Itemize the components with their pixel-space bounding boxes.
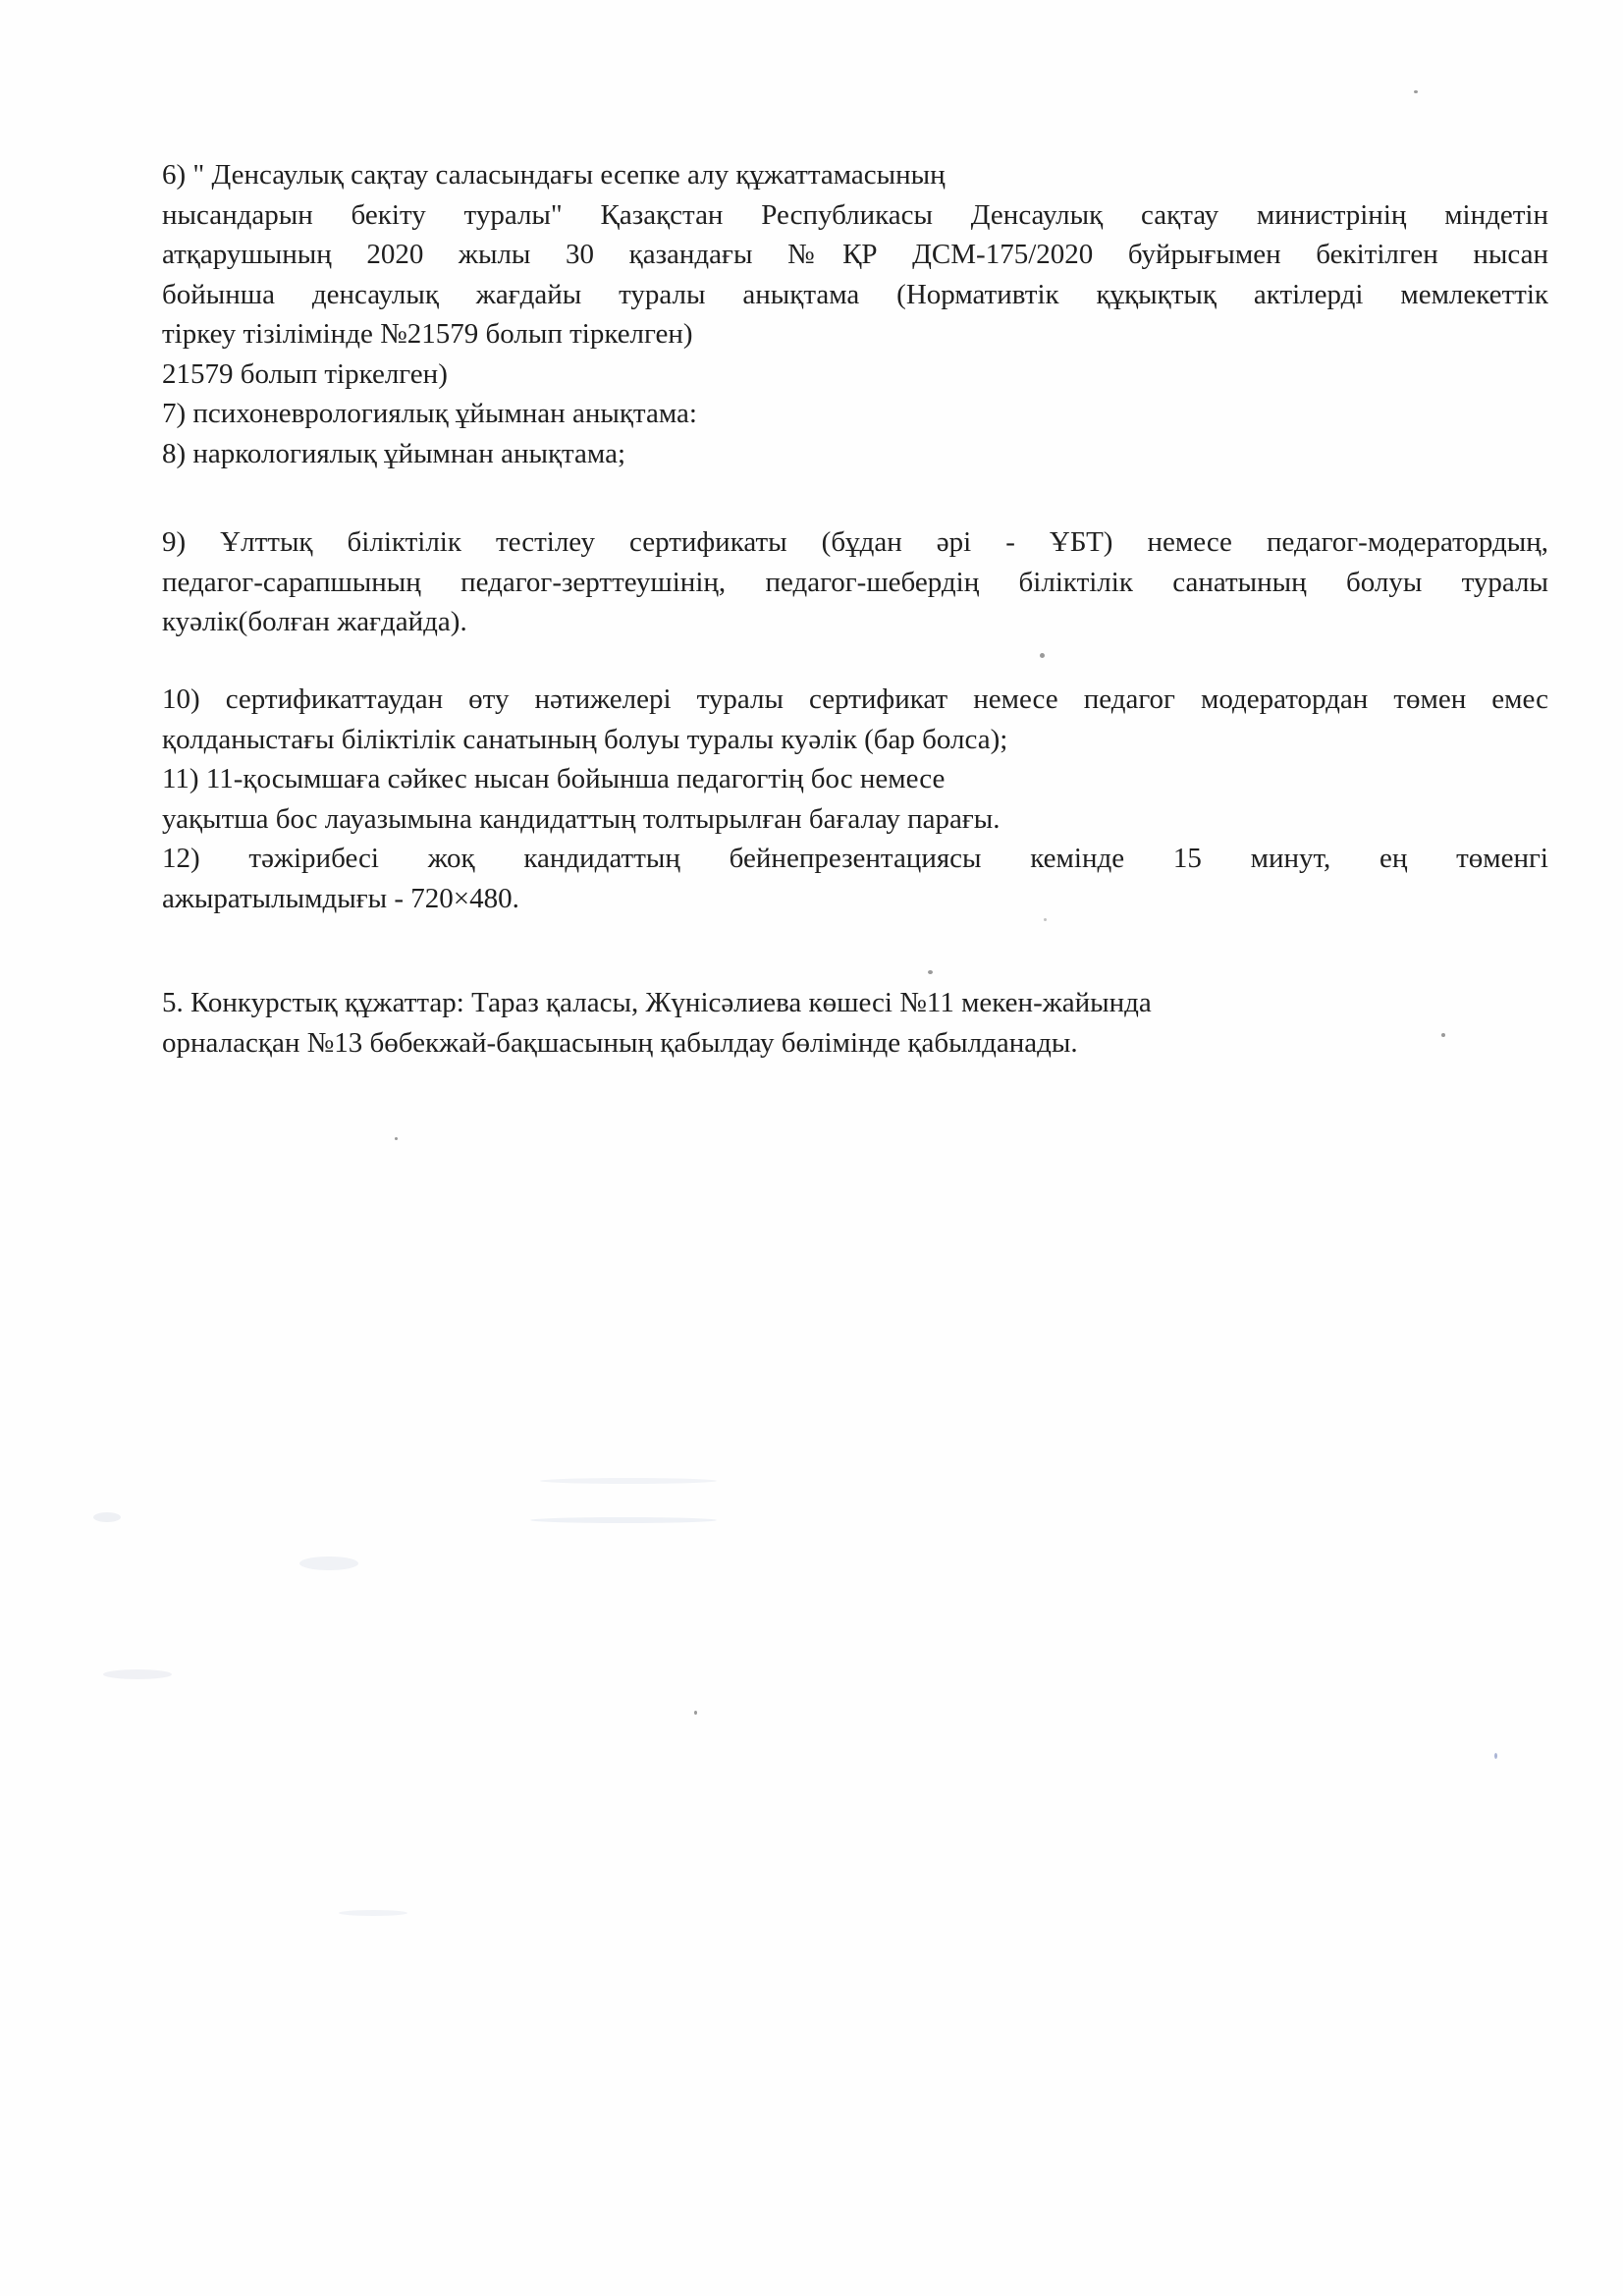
item-11-line-2: уақытша бос лауазымына кандидаттың толтырылған бағалау парағы. — [162, 802, 1001, 835]
section-5-block — [162, 983, 1548, 1063]
scan-smudge — [540, 1478, 717, 1484]
item-10-line-1: 10) сертификаттаудан өту нәтижелері туралы сертификат немесе педагог модератордан төмен емес — [162, 683, 1548, 715]
item-6-line-1: 6) " Денсаулық сақтау саласындағы есепке алу құжаттамасының — [162, 159, 946, 191]
scan-smudge — [339, 1910, 407, 1916]
scan-speck — [1414, 90, 1418, 93]
item-10-line-2: қолданыстағы біліктілік санатының болуы туралы куәлік (бар болса); — [162, 723, 1008, 755]
item-8-text: 8) наркологиялық ұйымнан анықтама; — [162, 437, 626, 469]
scan-speck — [694, 1711, 697, 1715]
item-9-line-1: 9) Ұлттық біліктілік тестілеу сертификаты (бұдан әрі - ҰБТ) немесе педагог-модератордың, — [162, 526, 1548, 558]
item-6-line-4: бойынша денсаулық жағдайы туралы анықтама (Нормативтік құқықтық актілерді мемлекеттік — [162, 278, 1548, 310]
section-5-line-1: 5. Конкурстық құжаттар: Тараз қаласы, Жүнісәлиева көшесі №11 мекен-жайында — [162, 987, 1152, 1018]
scan-speck — [1494, 1753, 1497, 1759]
scan-speck — [928, 970, 933, 974]
scan-smudge — [93, 1512, 121, 1522]
section-5-line-2: орналасқан №13 бөбекжай-бақшасының қабылдау бөлімінде қабылданады. — [162, 1026, 1078, 1059]
item-9-block — [162, 522, 1548, 642]
item-12-line-1: 12) тәжірибесі жоқ кандидаттың бейнепрезентациясы кемінде 15 минут, ең төменгі — [162, 843, 1548, 874]
item-7-text: 7) психоневрологиялық ұйымнан анықтама: — [162, 398, 697, 429]
item-12-line-2: ажыратылымдығы - 720×480. — [162, 882, 519, 914]
item-6-line-6: 21579 болып тіркелген) — [162, 357, 448, 390]
item-6-line-3: атқарушының 2020 жылы 30 қазандағы №ҚР ДСМ-175/2020 буйрығымен бекітілген нысан — [162, 239, 1548, 270]
scan-speck — [395, 1137, 398, 1140]
item-9-line-2: педагог-сарапшының педагог-зерттеушінің, педагог-шебердің біліктілік санатының болуы туралы — [162, 566, 1548, 598]
item-6-line-2: нысандарын бекіту туралы" Қазақстан Республикасы Денсаулық сақтау министрінің міндетін — [162, 198, 1548, 231]
items-10-12-block — [162, 680, 1548, 918]
scan-speck — [1441, 1033, 1445, 1037]
item-9-line-3: куәлік(болған жағдайда). — [162, 606, 467, 637]
scan-smudge — [103, 1669, 172, 1679]
scan-speck — [1040, 653, 1045, 658]
item-6-line-5: тіркеу тізілімінде №21579 болып тіркелген) — [162, 318, 693, 350]
item-11-line-1: 11) 11-қосымшаға сәйкес нысан бойынша педагогтің бос немесе — [162, 763, 946, 794]
scan-smudge — [530, 1517, 717, 1523]
scan-smudge — [299, 1557, 358, 1570]
scan-speck — [1044, 918, 1047, 921]
item-6-block — [162, 155, 1548, 473]
